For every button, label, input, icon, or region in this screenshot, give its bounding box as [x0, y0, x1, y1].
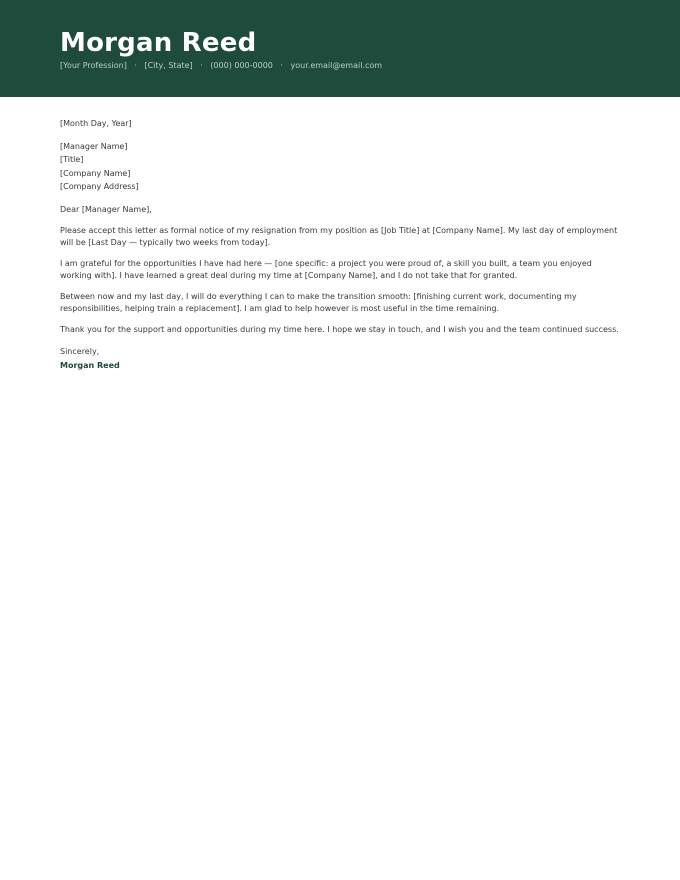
- paragraph-thanks: Thank you for the support and opportunities during my time here. I hope we stay in touch, and I wish you and the team continued success.: [60, 325, 619, 334]
- letter-body: [60, 118, 620, 372]
- contact-line: [60, 60, 620, 72]
- letterhead-banner: [0, 0, 680, 97]
- sender-name: Morgan Reed: [60, 28, 257, 58]
- letter-date: [Month Day, Year]: [60, 119, 132, 128]
- closing: Sincerely,: [60, 346, 100, 356]
- salutation: Dear [Manager Name],: [60, 204, 152, 214]
- paragraph-transition: Between now and my last day, I will do everything I can to make the transition smooth: [finishing current work, documenting my responsibilities, helping train a replacement]. I am glad to help however is most useful in the time remaining.: [60, 292, 577, 313]
- recipient-title: [Title]: [60, 155, 84, 164]
- signature: Morgan Reed: [60, 361, 120, 370]
- recipient-company-name: [Company Name]: [60, 168, 131, 178]
- profession: [Your Profession]: [60, 61, 127, 70]
- separator-dot: ·: [200, 61, 203, 70]
- paragraph-gratitude: I am grateful for the opportunities I have had here — [one specific: a project you were proud of, a skill you built, a team you enjoyed working with]. I have learned a great deal during my time at [Company Name], and I do not take that for granted.: [60, 259, 592, 280]
- recipient-manager-name: [Manager Name]: [60, 141, 128, 151]
- phone: (000) 000-0000: [210, 61, 273, 70]
- recipient-block: [60, 140, 620, 194]
- paragraph-resignation-notice: Please accept this letter as formal notice of my resignation from my position as [Job Title] at [Company Name]. My last day of employment will be [Last Day — typically two weeks from today].: [60, 226, 618, 247]
- location: [City, State]: [144, 61, 193, 70]
- email: your.email@email.com: [290, 61, 383, 70]
- separator-dot: ·: [280, 61, 283, 70]
- recipient-company-address: [Company Address]: [60, 182, 139, 191]
- separator-dot: ·: [134, 61, 137, 70]
